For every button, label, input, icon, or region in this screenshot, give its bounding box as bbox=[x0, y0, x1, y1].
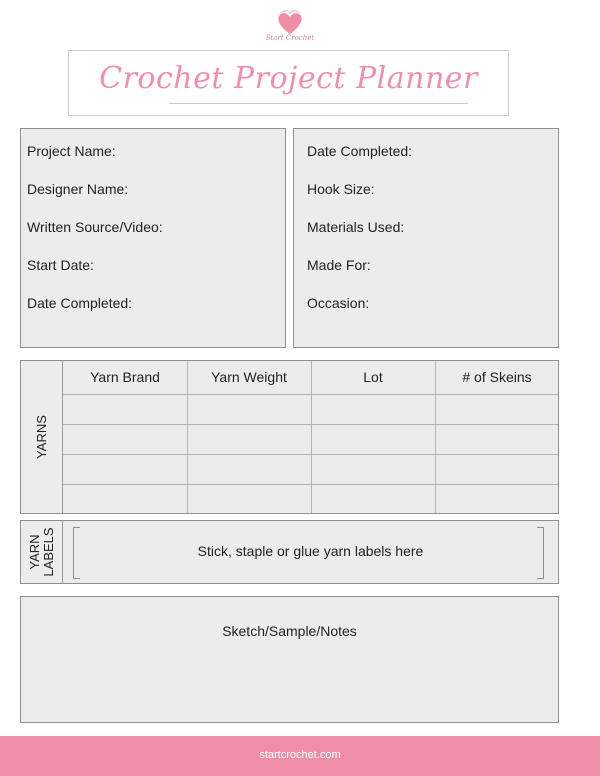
logo-wordmark: Start Crochet bbox=[265, 34, 315, 42]
table-cell[interactable] bbox=[436, 395, 559, 424]
field-project-name[interactable]: Project Name: bbox=[27, 143, 116, 159]
yarns-table bbox=[20, 360, 559, 514]
table-cell[interactable] bbox=[312, 395, 435, 424]
notes-title: Sketch/Sample/Notes bbox=[222, 623, 357, 639]
column-header-yarn-brand: Yarn Brand bbox=[90, 369, 160, 385]
field-start-date[interactable]: Start Date: bbox=[27, 257, 94, 273]
table-column-divider bbox=[311, 361, 312, 513]
brand-logo bbox=[262, 8, 318, 54]
column-header-skeins: # of Skeins bbox=[462, 369, 532, 385]
field-date-completed-left[interactable]: Date Completed: bbox=[27, 295, 133, 311]
field-designer-name[interactable]: Designer Name: bbox=[27, 181, 129, 197]
field-materials-used[interactable]: Materials Used: bbox=[307, 219, 405, 235]
bracket-right bbox=[537, 527, 544, 579]
column-header-lot: Lot bbox=[363, 369, 383, 385]
title-box bbox=[68, 50, 509, 116]
project-info-panel-right bbox=[293, 128, 559, 348]
yarns-side-label bbox=[21, 361, 63, 513]
table-cell[interactable] bbox=[63, 395, 187, 424]
column-header-yarn-weight: Yarn Weight bbox=[211, 369, 287, 385]
yarn-labels-label-line1: YARN bbox=[26, 534, 42, 570]
yarn-labels-panel bbox=[20, 520, 559, 584]
yarn-labels-side-label bbox=[21, 521, 63, 583]
title-underline bbox=[169, 103, 468, 104]
project-info-panel-left bbox=[20, 128, 286, 348]
field-date-completed-right[interactable]: Date Completed: bbox=[307, 143, 413, 159]
table-column-divider bbox=[187, 361, 188, 513]
heart-logo-icon bbox=[275, 8, 305, 36]
field-made-for[interactable]: Made For: bbox=[307, 257, 371, 273]
page-title: Crochet Project Planner bbox=[99, 61, 478, 96]
footer-bar bbox=[0, 736, 600, 776]
field-hook-size[interactable]: Hook Size: bbox=[307, 181, 375, 197]
footer-website-link[interactable]: startcrochet.com bbox=[259, 749, 341, 761]
field-occasion[interactable]: Occasion: bbox=[307, 295, 370, 311]
yarns-label: YARNS bbox=[33, 415, 49, 459]
yarn-labels-instruction: Stick, staple or glue yarn labels here bbox=[197, 543, 424, 559]
yarn-labels-label bbox=[28, 527, 56, 576]
table-column-divider bbox=[435, 361, 436, 513]
field-written-source[interactable]: Written Source/Video: bbox=[27, 219, 163, 235]
yarn-labels-label-line2: LABELS bbox=[40, 527, 56, 577]
notes-panel[interactable] bbox=[20, 596, 559, 723]
yarns-grid bbox=[63, 361, 558, 513]
table-cell[interactable] bbox=[188, 395, 311, 424]
